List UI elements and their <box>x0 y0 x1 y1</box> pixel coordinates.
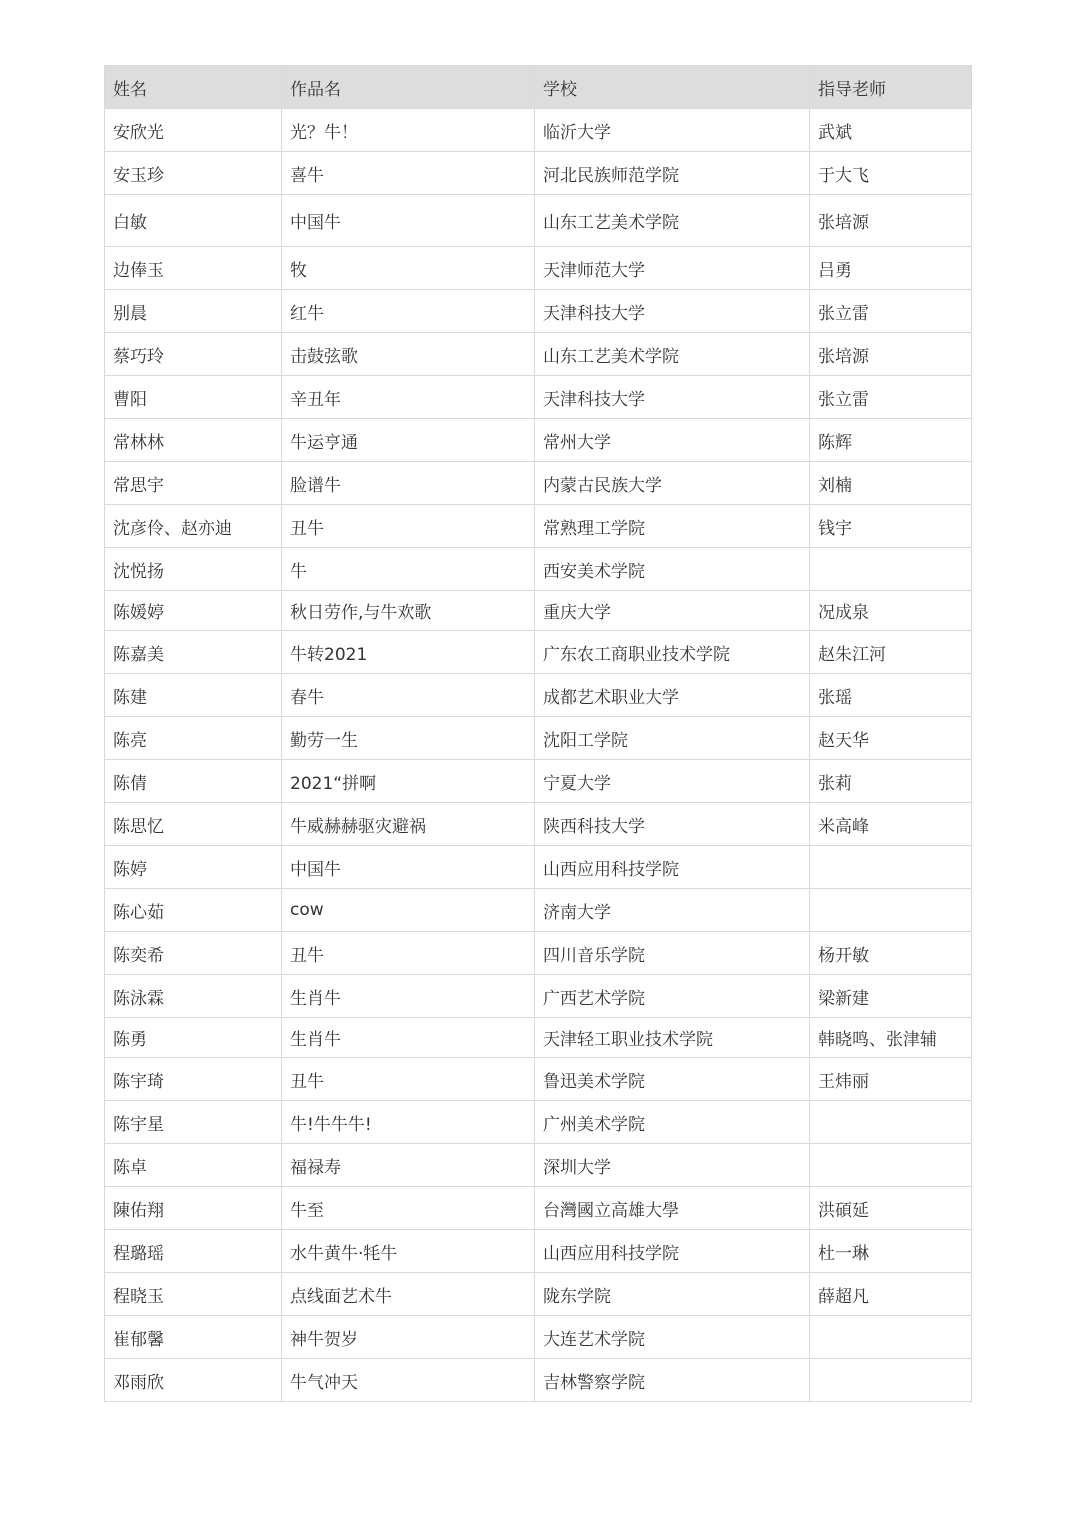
cell-school: 天津科技大学 <box>535 376 810 419</box>
cell-advisor: 于大飞 <box>810 152 972 195</box>
cell-work-title: 水牛黄牛·牦牛 <box>282 1230 535 1273</box>
cell-name: 程璐瑶 <box>105 1230 282 1273</box>
cell-advisor <box>810 548 972 591</box>
cell-work-title: 中国牛 <box>282 846 535 889</box>
table-row <box>105 1058 972 1101</box>
cell-name: 陈宇琦 <box>105 1058 282 1101</box>
table-row <box>105 333 972 376</box>
cell-work-title: 丑牛 <box>282 1058 535 1101</box>
cell-school: 河北民族师范学院 <box>535 152 810 195</box>
cell-name: 陈奕希 <box>105 932 282 975</box>
cell-work-title: 牛转2021 <box>282 631 535 674</box>
table-row <box>105 419 972 462</box>
cell-advisor: 吕勇 <box>810 247 972 290</box>
cell-school: 四川音乐学院 <box>535 932 810 975</box>
cell-name: 蔡巧玲 <box>105 333 282 376</box>
cell-advisor <box>810 1359 972 1402</box>
cell-advisor: 张立雷 <box>810 376 972 419</box>
cell-advisor: 张莉 <box>810 760 972 803</box>
table-row <box>105 548 972 591</box>
cell-advisor: 韩晓鸣、张津辅 <box>810 1018 972 1058</box>
table-row <box>105 674 972 717</box>
cell-name: 程晓玉 <box>105 1273 282 1316</box>
table-row <box>105 889 972 932</box>
cell-advisor: 杜一琳 <box>810 1230 972 1273</box>
cell-advisor: 洪碩延 <box>810 1187 972 1230</box>
cell-school: 常州大学 <box>535 419 810 462</box>
table-row <box>105 505 972 548</box>
cell-advisor: 武斌 <box>810 109 972 152</box>
table-row <box>105 1187 972 1230</box>
cell-name: 曹阳 <box>105 376 282 419</box>
cell-work-title: 勤劳一生 <box>282 717 535 760</box>
cell-work-title: 牛至 <box>282 1187 535 1230</box>
cell-work-title: 神牛贺岁 <box>282 1316 535 1359</box>
table-row <box>105 376 972 419</box>
cell-work-title: 牛运亨通 <box>282 419 535 462</box>
table-row <box>105 1316 972 1359</box>
cell-work-title: cow <box>282 889 535 932</box>
cell-name: 崔郁馨 <box>105 1316 282 1359</box>
cell-advisor: 张瑶 <box>810 674 972 717</box>
cell-school: 深圳大学 <box>535 1144 810 1187</box>
table-row <box>105 1144 972 1187</box>
cell-name: 陈建 <box>105 674 282 717</box>
entries-table-container <box>104 65 971 1402</box>
header-school: 学校 <box>535 66 810 109</box>
cell-work-title: 丑牛 <box>282 932 535 975</box>
cell-advisor: 米高峰 <box>810 803 972 846</box>
table-row <box>105 591 972 631</box>
cell-name: 沈彦伶、赵亦迪 <box>105 505 282 548</box>
cell-work-title: 喜牛 <box>282 152 535 195</box>
cell-name: 邓雨欣 <box>105 1359 282 1402</box>
table-row <box>105 247 972 290</box>
table-row <box>105 631 972 674</box>
cell-work-title: 牛!牛牛牛! <box>282 1101 535 1144</box>
cell-school: 山西应用科技学院 <box>535 846 810 889</box>
cell-advisor: 刘楠 <box>810 462 972 505</box>
cell-name: 别晨 <box>105 290 282 333</box>
cell-name: 安玉珍 <box>105 152 282 195</box>
cell-school: 天津轻工职业技术学院 <box>535 1018 810 1058</box>
cell-work-title: 光？牛！ <box>282 109 535 152</box>
cell-name: 陈心茹 <box>105 889 282 932</box>
cell-name: 陳佑翔 <box>105 1187 282 1230</box>
cell-school: 广西艺术学院 <box>535 975 810 1018</box>
cell-name: 陈婷 <box>105 846 282 889</box>
cell-school: 临沂大学 <box>535 109 810 152</box>
cell-advisor: 况成泉 <box>810 591 972 631</box>
table-body <box>105 109 972 1402</box>
cell-name: 陈媛婷 <box>105 591 282 631</box>
cell-school: 陇东学院 <box>535 1273 810 1316</box>
cell-work-title: 丑牛 <box>282 505 535 548</box>
entries-table <box>104 65 972 1402</box>
cell-advisor: 陈辉 <box>810 419 972 462</box>
cell-name: 陈亮 <box>105 717 282 760</box>
table-header <box>105 66 972 109</box>
cell-name: 沈悦扬 <box>105 548 282 591</box>
cell-name: 白敏 <box>105 195 282 247</box>
cell-work-title: 点线面艺术牛 <box>282 1273 535 1316</box>
cell-advisor: 杨开敏 <box>810 932 972 975</box>
cell-name: 陈嘉美 <box>105 631 282 674</box>
cell-work-title: 生肖牛 <box>282 1018 535 1058</box>
cell-school: 成都艺术职业大学 <box>535 674 810 717</box>
table-row <box>105 717 972 760</box>
table-row <box>105 975 972 1018</box>
header-row <box>105 66 972 109</box>
cell-advisor <box>810 846 972 889</box>
cell-work-title: 红牛 <box>282 290 535 333</box>
cell-advisor <box>810 1144 972 1187</box>
table-row <box>105 932 972 975</box>
cell-name: 边俸玉 <box>105 247 282 290</box>
cell-work-title: 脸谱牛 <box>282 462 535 505</box>
table-row <box>105 803 972 846</box>
cell-school: 广东农工商职业技术学院 <box>535 631 810 674</box>
cell-school: 山东工艺美术学院 <box>535 333 810 376</box>
cell-name: 陈卓 <box>105 1144 282 1187</box>
table-row <box>105 760 972 803</box>
cell-school: 天津科技大学 <box>535 290 810 333</box>
cell-work-title: 春牛 <box>282 674 535 717</box>
cell-school: 天津师范大学 <box>535 247 810 290</box>
cell-work-title: 福禄寿 <box>282 1144 535 1187</box>
cell-advisor: 张培源 <box>810 195 972 247</box>
cell-advisor: 赵朱江河 <box>810 631 972 674</box>
cell-work-title: 击鼓弦歌 <box>282 333 535 376</box>
cell-school: 重庆大学 <box>535 591 810 631</box>
cell-name: 安欣光 <box>105 109 282 152</box>
cell-work-title: 中国牛 <box>282 195 535 247</box>
cell-work-title: 牛威赫赫驱灾避祸 <box>282 803 535 846</box>
cell-school: 大连艺术学院 <box>535 1316 810 1359</box>
header-name: 姓名 <box>105 66 282 109</box>
cell-school: 广州美术学院 <box>535 1101 810 1144</box>
cell-work-title: 牧 <box>282 247 535 290</box>
cell-advisor <box>810 889 972 932</box>
cell-advisor: 王炜丽 <box>810 1058 972 1101</box>
cell-name: 常思宇 <box>105 462 282 505</box>
cell-school: 西安美术学院 <box>535 548 810 591</box>
cell-work-title: 2021“拼啊 <box>282 760 535 803</box>
cell-work-title: 生肖牛 <box>282 975 535 1018</box>
header-work-title: 作品名 <box>282 66 535 109</box>
cell-school: 吉林警察学院 <box>535 1359 810 1402</box>
cell-advisor: 张立雷 <box>810 290 972 333</box>
cell-advisor: 梁新建 <box>810 975 972 1018</box>
header-advisor: 指导老师 <box>810 66 972 109</box>
cell-school: 鲁迅美术学院 <box>535 1058 810 1101</box>
cell-school: 陕西科技大学 <box>535 803 810 846</box>
cell-school: 常熟理工学院 <box>535 505 810 548</box>
table-row <box>105 462 972 505</box>
table-row <box>105 1101 972 1144</box>
table-row <box>105 1018 972 1058</box>
cell-name: 陈思忆 <box>105 803 282 846</box>
cell-advisor: 张培源 <box>810 333 972 376</box>
table-row <box>105 152 972 195</box>
cell-name: 陈泳霖 <box>105 975 282 1018</box>
cell-work-title: 牛气冲天 <box>282 1359 535 1402</box>
table-row <box>105 290 972 333</box>
cell-work-title: 秋日劳作,与牛欢歌 <box>282 591 535 631</box>
cell-name: 陈宇星 <box>105 1101 282 1144</box>
cell-advisor <box>810 1316 972 1359</box>
cell-school: 台灣國立高雄大學 <box>535 1187 810 1230</box>
table-row <box>105 1359 972 1402</box>
cell-name: 陈倩 <box>105 760 282 803</box>
cell-name: 常林林 <box>105 419 282 462</box>
cell-school: 沈阳工学院 <box>535 717 810 760</box>
table-row <box>105 846 972 889</box>
table-row <box>105 1230 972 1273</box>
cell-school: 济南大学 <box>535 889 810 932</box>
cell-work-title: 辛丑年 <box>282 376 535 419</box>
cell-advisor: 赵天华 <box>810 717 972 760</box>
cell-name: 陈勇 <box>105 1018 282 1058</box>
cell-work-title: 牛 <box>282 548 535 591</box>
cell-school: 内蒙古民族大学 <box>535 462 810 505</box>
cell-advisor: 薛超凡 <box>810 1273 972 1316</box>
cell-advisor <box>810 1101 972 1144</box>
cell-school: 山西应用科技学院 <box>535 1230 810 1273</box>
cell-school: 山东工艺美术学院 <box>535 195 810 247</box>
table-row <box>105 109 972 152</box>
table-row <box>105 195 972 247</box>
table-row <box>105 1273 972 1316</box>
cell-advisor: 钱宇 <box>810 505 972 548</box>
cell-school: 宁夏大学 <box>535 760 810 803</box>
